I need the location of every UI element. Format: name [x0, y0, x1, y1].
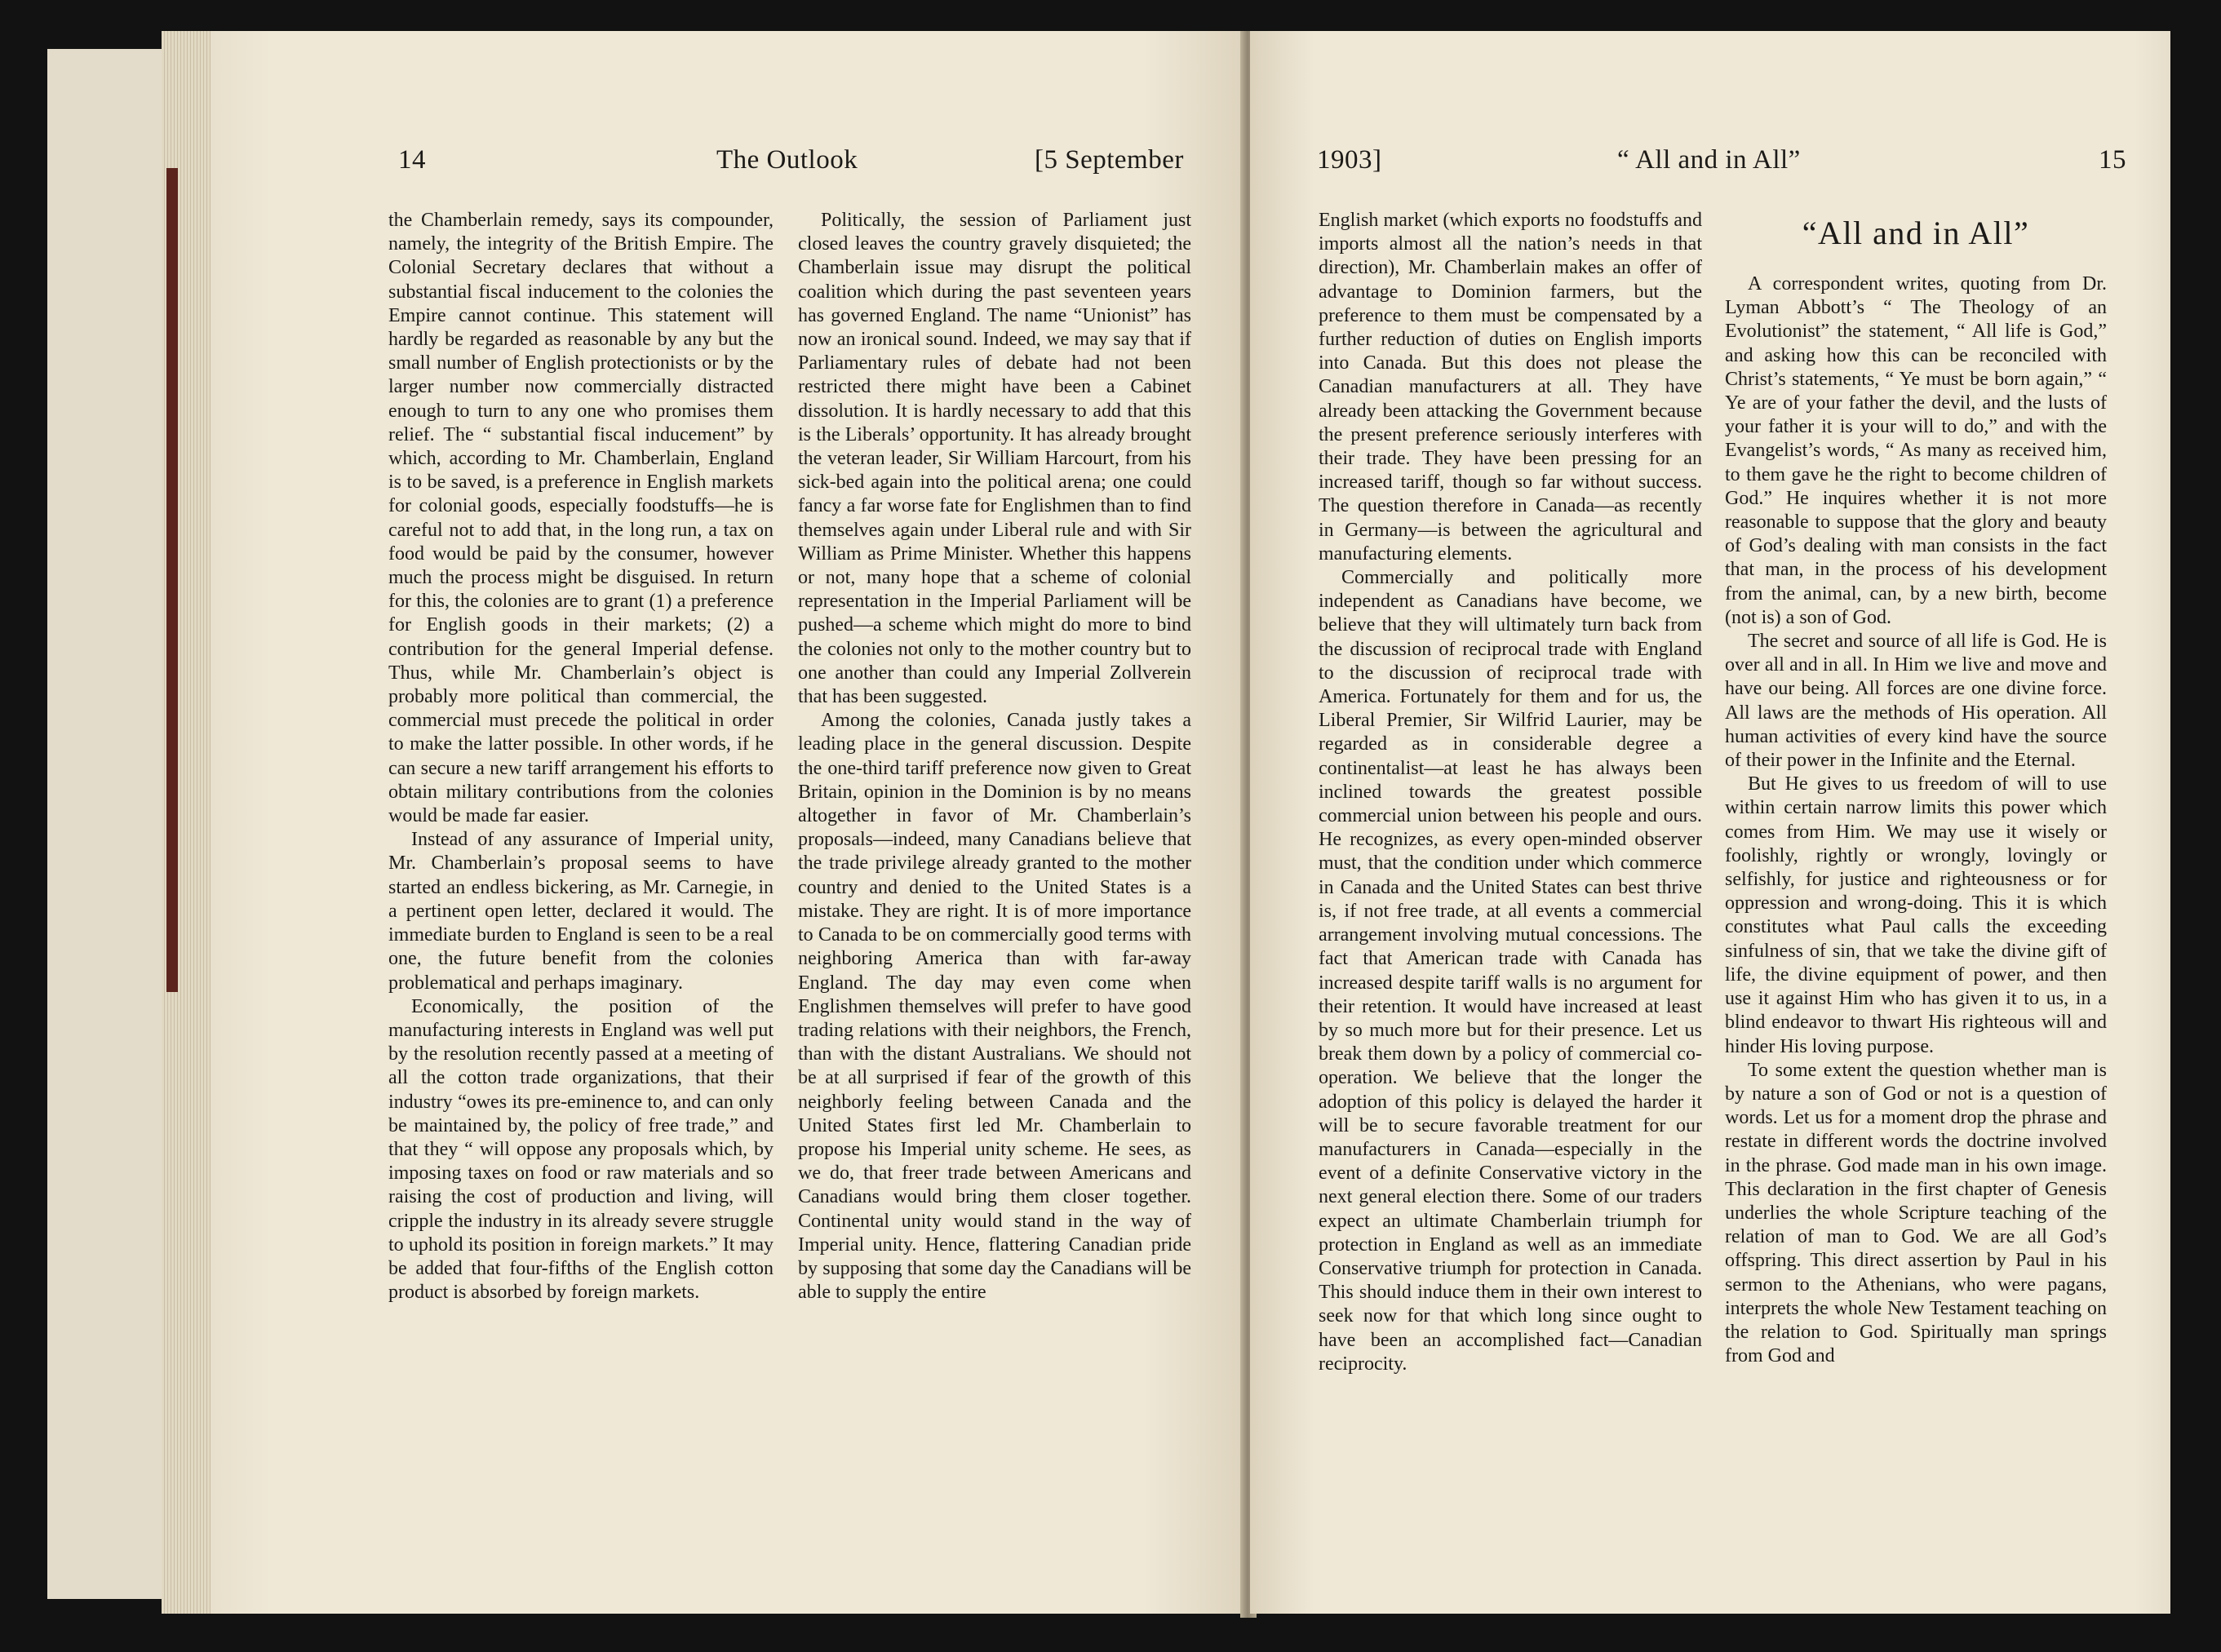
right-page [1250, 31, 2170, 1614]
paragraph: Among the colonies, Canada justly takes a leading place in the general discussion. Despite the one-third tariff preference now given to Great Britain, opinion in the Dominion is by no means altogether in favor of Mr. Chamberlain’s proposals—indeed, many Canadians believe that the trade privilege already granted to the mother country and denied to the United States is a mistake. They are right. It is of more importance to Canada to be on commercially good terms with neighboring America than with far-away England. The day may even come when Englishmen themselves will prefer to have good trading relations with their neighbors, the French, than with the distant Australians. We should not be at all surprised if fear of the growth of this neighborly feeling between Canada and the United States first led Mr. Chamberlain to propose his Imperial unity scheme. He sees, as we do, that freer trade between Americans and Canadians would bring them closer together. Continental unity would stand in the way of Imperial unity. Hence, flattering Canadian pride by supposing that some day the Canadians will be able to supply the entire [798, 710, 1191, 1304]
left-page [211, 31, 1247, 1614]
paragraph: Politically, the session of Parliament just closed leaves the country gravely disquieted; the Chamberlain issue may disrupt the political coalition which during the past seventeen years has governed England. The name “Unionist” has now an ironical sound. Indeed, we may say that if Parliamentary rules of debate had not been restricted there might have been a Cabinet dissolution. It is hardly necessary to add that this is the Liberals’ opportunity. It has already brought the veteran leader, Sir William Harcourt, from his sick-bed again into the political arena; one could fancy a far worse fate for Englishmen than to find themselves again under Liberal rule and with Sir William as Prime Minister. Whether this happens or not, many hope that a scheme of colonial representation in the Imperial Parliament will be pushed—a scheme which might do more to bind the colonies not only to the mother country but to one another than could any Imperial Zollverein that has been suggested. [798, 210, 1191, 708]
page-number-left: 14 [398, 145, 426, 175]
running-title-right: “ All and in All” [1617, 145, 1801, 175]
cover-binding-strip [166, 168, 178, 992]
paragraph: Instead of any assurance of Imperial unity, Mr. Chamberlain’s proposal seems to have started an endless bickering, as Mr. Carnegie, in a pertinent open letter, declared it would. The immediate burden to England is seen to be a real one, the future benefit from the colonies problematical and perhaps imaginary. [388, 829, 774, 994]
magazine-spread [47, 31, 2170, 1626]
right-column-1 [1319, 209, 1702, 1376]
right-column-2 [1725, 204, 2107, 1368]
paragraph: English market (which exports no foodstuffs and imports almost all the nation’s needs in that direction), Mr. Chamberlain makes an offer of advantage to Dominion farmers, but the preference to them must be compensated by a further reduction of duties on English imports into Canada. But this does not please the Canadian manufacturers at all. They have already been attacking the Government because the present preference seriously interferes with their trade. They have been pressing for an increased tariff, though so far without success. The question therefore in Canada—as recently in Germany—is between the agricultural and manufacturing elements. [1319, 210, 1702, 565]
issue-date: [5 September [1035, 145, 1184, 175]
paragraph: the Chamberlain remedy, says its compounder, namely, the integrity of the British Empire. The Colonial Secretary declares that without a substantial fiscal inducement to the colonies the Empire cannot continue. This statement will hardly be regarded as reasonable by any but the small number of English protectionists or by the larger number now commercially distracted enough to turn to any one who promises them relief. The “ substantial fiscal inducement” by which, according to Mr. Chamberlain, England is to be saved, is a preference in English markets for colonial goods, especially foodstuffs—he is careful not to add that, in the long run, a tax on food would be paid by the consumer, however much the process might be disguised. In return for this, the colonies are to grant (1) a preference for English goods in their markets; (2) a contribution for the general Imperial defense. Thus, while Mr. Chamberlain’s object is probably more political than commercial, the commercial must precede the political in order to make the latter possible. In other words, if he can secure a new tariff arrangement his efforts to obtain military contributions from the colonies would be made far easier. [388, 210, 774, 827]
article-title: “All and in All” [1802, 215, 2030, 251]
paragraph: But He gives to us freedom of will to use within certain narrow limits this power which comes from Him. We may use it wisely or foolishly, rightly or wrongly, lovingly or selfishly, for justice and righteousness or for oppression and wrong-doing. This it is which constitutes what Paul calls the exceeding sinfulness of sin, that we take the divine gift of life, the divine equipment of power, and then use it against Him who has given it to us, in a blind endeavor to thwart His righteous will and hinder His loving purpose. [1725, 773, 2107, 1057]
paragraph: The secret and source of all life is God. He is over all and in all. In Him we live and move and have our being. All forces are one divine force. All laws are the methods of His operation. All human activities of every kind have the source of their power in the Infinite and the Eternal. [1725, 631, 2107, 772]
left-column-1 [388, 209, 774, 1304]
year: 1903] [1317, 145, 1382, 175]
paragraph: To some extent the question whether man is by nature a son of God or not is a question of words. Let us for a moment drop the phrase and restate in different words the doctrine involved in the phrase. God made man in his own image. This declaration in the first chapter of Genesis underlies the whole Scripture teaching of the relation of man to God. We are all God’s offspring. This direct assertion by Paul in his sermon to the Athenians, who were pagans, interprets the whole New Testament teaching on the relation to God. Spiritually man springs from God and [1725, 1059, 2107, 1367]
paragraph: A correspondent writes, quoting from Dr. Lyman Abbott’s “ The Theology of an Evolutionist” the statement, “ All life is God,” and asking how this can be reconciled with Christ’s statements, “ Ye must be born again,” “ Ye are of your father the devil, and the lusts of your father it is your will to do,” and with the Evangelist’s words, “ As many as received him, to them gave he the right to become children of God.” He inquires whether it is not more reasonable to suppose that the glory and beauty of God’s dealing with man consists in the fact that man, in the process of his development from the animal, can, by a new birth, become (not is) a son of God. [1725, 273, 2107, 628]
paragraph: Economically, the position of the manufacturing interests in England was well put by the resolution recently passed at a meeting of all the cotton trade organizations, that their industry “owes its pre-eminence to, and can only be maintained by, the policy of free trade,” and that they “ will oppose any proposals which, by imposing taxes on food or raw materials and so raising the cost of production and living, will cripple the industry in its already severe struggle to uphold its position in foreign markets.” It may be added that four-fifths of the English cotton product is absorbed by foreign markets. [388, 995, 774, 1304]
left-column-2 [798, 209, 1191, 1304]
right-running-header [1250, 145, 2170, 194]
paragraph: Commercially and politically more independent as Canadians have become, we believe that they will ultimately turn back from the discussion of reciprocal trade with England to the discussion of reciprocal trade with America. Fortunately for them and for us, the Liberal Premier, Sir Wilfrid Laurier, may be regarded as in considerable degree a continentalist—at least he has always been inclined towards the greatest possible commercial union between his people and ours. He recognizes, as every open-minded observer must, that the condition under which commerce in Canada and the United States can best thrive is, if not free trade, at all events a commercial arrangement involving mutual concessions. The fact that American trade with Canada has increased despite tariff walls is no argument for their retention. It would have increased at least by so much more but for their presence. Let us break them down by a policy of commercial co-operation. We believe that the longer the adoption of this policy is delayed the harder it will be to secure favorable treatment for our manufacturers in Canada—especially in the event of a definite Conservative victory in the next general election there. Some of our traders expect an ultimate Chamberlain triumph for protection in England as well as an immediate Conservative triumph for protection in Canada. This should induce them in their own interest to seek now for that which long since ought to have been an accomplished fact—Canadian reciprocity. [1319, 567, 1702, 1375]
left-running-header [211, 145, 1247, 194]
page-number-right: 15 [2099, 145, 2126, 175]
running-title-left: The Outlook [716, 145, 858, 175]
